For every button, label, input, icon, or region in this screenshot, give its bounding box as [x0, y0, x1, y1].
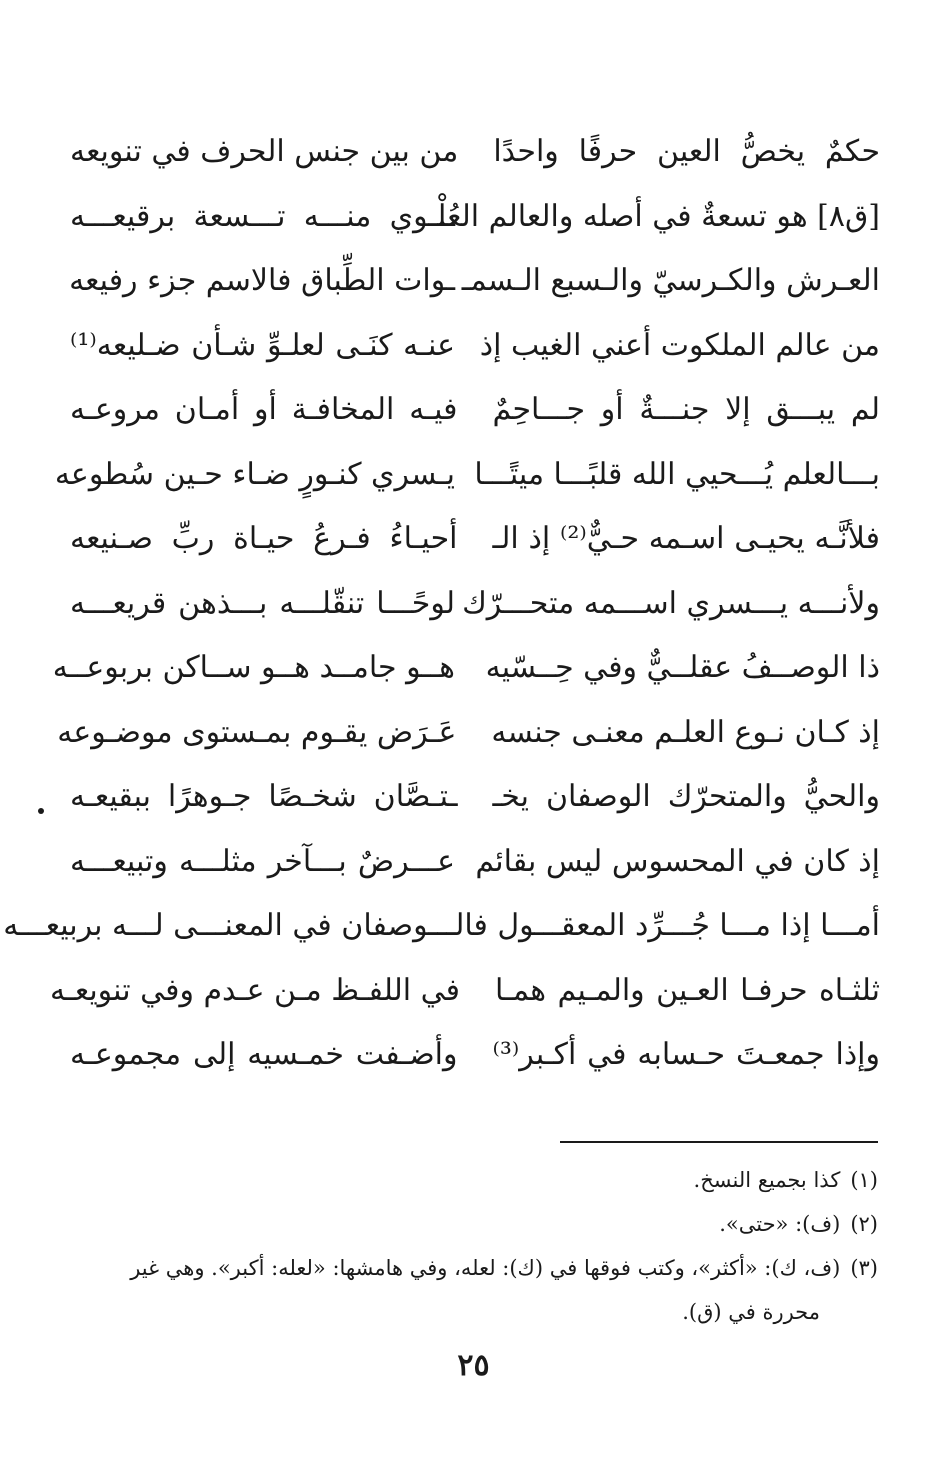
footnotes	[68, 1158, 878, 1334]
verse-15-second-hemistich: وأضـفت خمـسيه إلى مجموعـه	[70, 1037, 458, 1073]
verse-1-first-hemistich: حكمٌ يخصُّ العين حرفًا واحدًا	[493, 134, 880, 170]
verse-1	[60, 120, 890, 185]
verse-9-second-hemistich: هــو جامــد هــو ســاكن بربوعــه	[52, 650, 455, 686]
verse-5-first-hemistich: لم يبـــق إلا جنـــةٌ أو جـــاحِمٌ	[492, 392, 880, 428]
verse-4	[60, 314, 890, 379]
verse-6-first-hemistich: بـــالعلم يُـــحيي الله قلبًـــا ميتًـــا	[474, 456, 880, 492]
footnote-3	[68, 1246, 878, 1334]
verse-4-second-hemistich: عنـه كنَـى لعلـوِّ شـأن ضـليعه⁽¹⁾	[70, 327, 455, 363]
verse-6-second-hemistich: يـسري كنـورٍ ضـاء حـين سُطوعه	[54, 456, 455, 492]
verse-15-first-hemistich: وإذا جمعـتَ حـسابه في أكـبر⁽³⁾	[492, 1037, 880, 1073]
verse-3-first-hemistich: العـرش والكـرسيّ والـسبع الـسمـ	[461, 263, 880, 299]
verse-7	[60, 507, 890, 572]
verse-8	[60, 572, 890, 637]
verse-10	[57, 701, 890, 766]
verse-3	[60, 249, 890, 314]
footnote-2-number: (٢)	[850, 1212, 878, 1236]
verse-13-second-hemistich: ـــوصفان في المعنـــى لـــه بربيعـــه	[3, 908, 455, 944]
verse-10-second-hemistich: عَـرَض يقـوم بمـستوى موضـوعه	[57, 714, 457, 750]
verse-12-second-hemistich: عـــرضٌ بـــآخر مثلـــه وتبيعـــه	[70, 843, 455, 879]
verse-14	[49, 959, 890, 1024]
footnote-2	[68, 1202, 878, 1246]
verse-4-first-hemistich: من عالم الملكوت أعني الغيب إذ	[479, 327, 880, 363]
verse-2	[60, 185, 890, 250]
verse-11	[60, 765, 890, 830]
footnote-2-text: (ف): «حتى».	[719, 1212, 841, 1236]
verse-1-second-hemistich: من بين جنس الحرف في تنويعه	[70, 134, 459, 170]
verse-5	[60, 378, 890, 443]
verse-8-second-hemistich: لوحًـــا تنقّلـــه بـــذهن قريعـــه	[70, 585, 455, 621]
verse-14-first-hemistich: ثلثـاه حرفـا العـين والمـيم همـا	[495, 972, 880, 1008]
page-number: ٢٥	[457, 1348, 490, 1383]
verse-11-second-hemistich: ـتـصَّان شخـصًا جـوهرًا ببقيعـه	[70, 779, 458, 815]
margin-dot	[38, 808, 44, 814]
verse-10-first-hemistich: إذ كـان نـوع العلـم معنـى جنسه	[491, 714, 880, 750]
footnote-1	[68, 1158, 878, 1202]
verse-9	[52, 636, 890, 701]
verse-13-first-hemistich: أمـــا إذا مـــا جُـــرِّد المعقـــول فالـــ	[428, 908, 880, 944]
verse-13	[3, 894, 890, 959]
verse-12-first-hemistich: إذ كان في المحسوس ليس بقائم	[475, 843, 880, 879]
verse-9-first-hemistich: ذا الوصــفُ عقلــيٌّ وفي حِــسّيه	[485, 650, 880, 686]
verse-3-second-hemistich: ـوات الطِّباق فالاسم جزء رفيعه	[69, 263, 455, 299]
verse-2-first-hemistich: [ق٨] هو تسعةٌ في أصله والعالم العُلْـ	[428, 198, 880, 234]
footnote-3-continuation: محررة في (ق).	[682, 1300, 820, 1324]
verse-7-first-hemistich: فلأنَّـه يحيـى اسـمه حـيٌّ⁽²⁾ إذ الـ	[492, 521, 880, 557]
footnote-3-text: (ف، ك): «أكثر»، وكتب فوقها في (ك): لعله، وفي هامشها: «لعله: أكبر». وهي غير	[130, 1256, 841, 1280]
verse-2-second-hemistich: ـــوي منـــه تـــسعة برقيعـــه	[70, 198, 455, 234]
verse-8-first-hemistich: ولأنـــه يـــسري اســـمه متحـــرّك	[462, 585, 880, 621]
footnote-separator	[560, 1141, 878, 1143]
footnote-1-text: كذا بجميع النسخ.	[693, 1168, 841, 1192]
verse-14-second-hemistich: في اللفـظ مـن عـدم وفي تنويعـه	[49, 972, 460, 1008]
verse-12	[60, 830, 890, 895]
verse-11-first-hemistich: والحيُّ والمتحرّك الوصفان يخـ	[492, 779, 880, 815]
verse-6	[54, 443, 890, 508]
verse-15	[60, 1023, 890, 1088]
poem	[3, 120, 890, 1088]
footnote-1-number: (١)	[850, 1168, 878, 1192]
verse-5-second-hemistich: فيـه المخافـة أو أمـان مروعـه	[70, 392, 458, 428]
footnote-3-number: (٣)	[850, 1256, 878, 1280]
verse-7-second-hemistich: أحيـاءُ فـرعُ حيـاة ربِّ صـنيعه	[70, 521, 458, 557]
